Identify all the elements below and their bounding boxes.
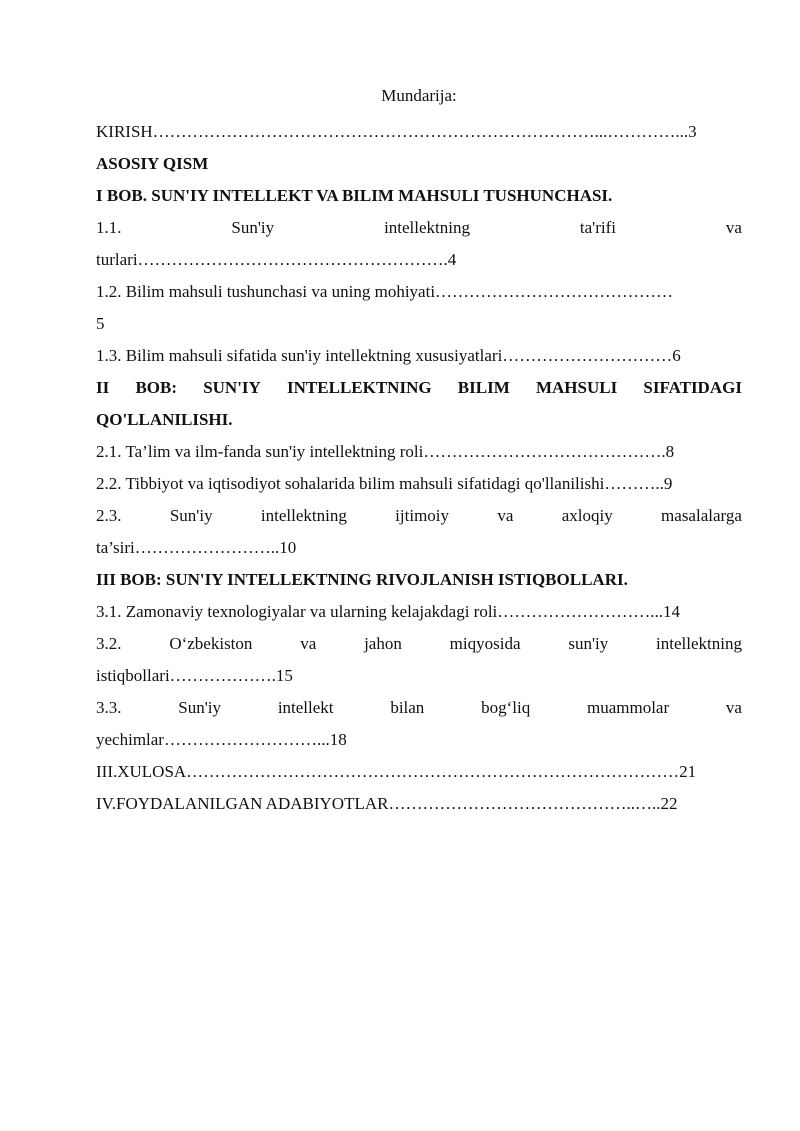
word: intellekt: [277, 698, 334, 717]
word: SIFATIDAGI: [643, 378, 742, 397]
toc-entry-2-3: [96, 500, 742, 532]
word: ta'rifi: [579, 218, 617, 237]
word: 1.1.: [96, 218, 122, 237]
toc-entry-2-3-cont: ta’siri……………………..10: [96, 538, 297, 557]
toc-entry-adabiyotlar: IV.FOYDALANILGAN ADABIYOTLAR……………………………………..…..22: [96, 794, 678, 813]
word: Sun'iy: [169, 506, 213, 525]
toc-entry-3-1: 3.1. Zamonaviy texnologiyalar va ularning kelajakdagi roli………………………...14: [96, 602, 681, 621]
toc-entry-2-2: 2.2. Tibbiyot va iqtisodiyot sohalarida bilim mahsuli sifatidagi qo'llanilishi………..9: [96, 474, 673, 493]
toc-entry-1-2: 1.2. Bilim mahsuli tushunchasi va uning mohiyati……………………………………: [96, 282, 674, 301]
word: BILIM: [457, 378, 510, 397]
word: MAHSULI: [535, 378, 618, 397]
word: SUN'IY: [203, 378, 261, 397]
toc-entry-3-2: [96, 628, 742, 660]
word: intellektning: [384, 218, 470, 237]
word: Sun'iy: [178, 698, 222, 717]
word: II: [96, 378, 110, 397]
word: masalalarga: [661, 506, 742, 525]
toc-entry-1-3: 1.3. Bilim mahsuli sifatida sun'iy intellektning xususiyatlari…………………………6: [96, 346, 681, 365]
word: bog‘liq: [481, 698, 531, 717]
word: bilan: [390, 698, 425, 717]
toc-entry-1-2-page: 5: [96, 314, 105, 333]
word: intellektning: [656, 634, 742, 653]
toc-entry-kirish: KIRISH……………………………………………………………………...…………...3: [96, 122, 697, 141]
toc-entry-1-1-cont: turlari……………………………………………….4: [96, 250, 457, 269]
word: axloqiy: [561, 506, 613, 525]
toc-title: Mundarija:: [381, 86, 457, 105]
word: 3.3.: [96, 698, 122, 717]
word: BOB:: [135, 378, 177, 397]
toc-entry-xulosa: III.XULOSA……………………………………………………………………………21: [96, 762, 697, 781]
toc-entry-3-2-cont: istiqbollari……………….15: [96, 666, 293, 685]
word: intellektning: [260, 506, 347, 525]
section-heading-asosiy: ASOSIY QISM: [96, 154, 209, 173]
word: jahon: [364, 634, 402, 653]
word: miqyosida: [449, 634, 521, 653]
chapter-heading-1: I BOB. SUN'IY INTELLEKT VA BILIM MAHSULI TUSHUNCHASI.: [96, 186, 613, 205]
word: 2.3.: [96, 506, 122, 525]
word: va: [725, 698, 742, 717]
word: muammolar: [586, 698, 670, 717]
chapter-heading-3: III BOB: SUN'IY INTELLEKTNING RIVOJLANISH ISTIQBOLLARI.: [96, 570, 628, 589]
chapter-heading-2-cont: QO'LLANILISHI.: [96, 410, 233, 429]
toc-entry-1-1: [96, 212, 742, 244]
word: ijtimoiy: [395, 506, 450, 525]
word: INTELLEKTNING: [287, 378, 432, 397]
word: va: [725, 218, 742, 237]
word: O‘zbekiston: [169, 634, 253, 653]
word: 3.2.: [96, 634, 122, 653]
toc-entry-3-3-cont: yechimlar………………………...18: [96, 730, 347, 749]
toc-entry-3-3: [96, 692, 742, 724]
toc-entry-2-1: 2.1. Ta’lim va ilm-fanda sun'iy intellektning roli…………………………………….8: [96, 442, 675, 461]
word: Sun'iy: [231, 218, 275, 237]
chapter-heading-2: [96, 372, 742, 404]
word: va: [300, 634, 317, 653]
word: va: [497, 506, 514, 525]
word: sun'iy: [568, 634, 609, 653]
table-of-contents: [96, 84, 742, 820]
